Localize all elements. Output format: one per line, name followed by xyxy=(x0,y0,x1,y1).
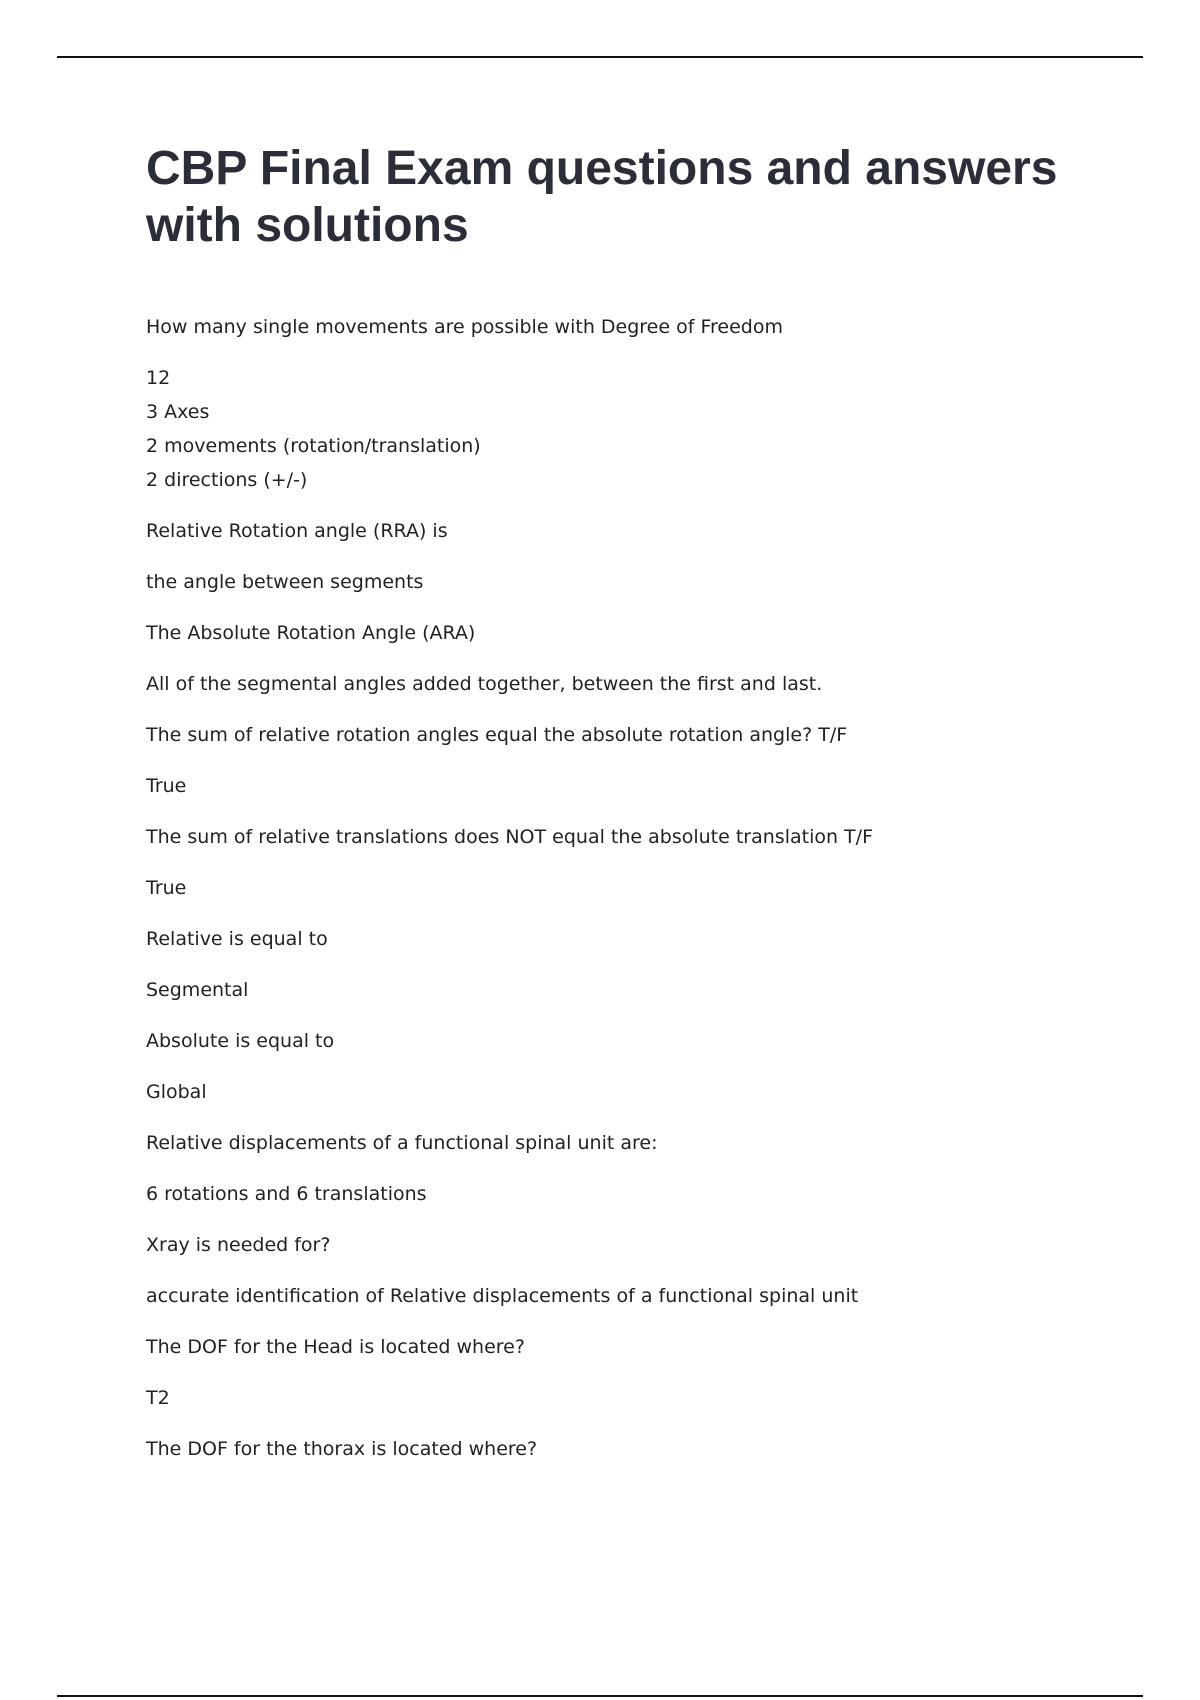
qa-list xyxy=(146,310,1106,1466)
question-text: The DOF for the Head is located where? xyxy=(146,1336,525,1358)
answer-text xyxy=(146,361,1106,497)
question-text: Relative Rotation angle (RRA) is xyxy=(146,520,448,542)
answer-text: Segmental xyxy=(146,979,249,1001)
answer-line: 2 directions (+/-) xyxy=(146,469,308,491)
question-text: How many single movements are possible with Degree of Freedom xyxy=(146,316,783,338)
question-text: The sum of relative rotation angles equal the absolute rotation angle? T/F xyxy=(146,724,848,746)
answer-text: True xyxy=(146,775,187,797)
answer-line: 12 xyxy=(146,367,171,389)
document-title: CBP Final Exam questions and answers with solutions xyxy=(146,142,1058,252)
answer-text: accurate identification of Relative displacements of a functional spinal unit xyxy=(146,1285,859,1307)
question-text: The DOF for the thorax is located where? xyxy=(146,1438,538,1460)
answer-text: T2 xyxy=(146,1387,170,1409)
question-text: Relative displacements of a functional spinal unit are: xyxy=(146,1132,658,1154)
question-text: Xray is needed for? xyxy=(146,1234,331,1256)
bottom-rule xyxy=(57,1695,1143,1697)
question-text: The sum of relative translations does NOT equal the absolute translation T/F xyxy=(146,826,873,848)
question-text: Absolute is equal to xyxy=(146,1030,335,1052)
question-text: Relative is equal to xyxy=(146,928,328,950)
document-body xyxy=(146,140,1106,1483)
answer-text: Global xyxy=(146,1081,207,1103)
answer-text: All of the segmental angles added together, between the first and last. xyxy=(146,673,823,695)
answer-line: 2 movements (rotation/translation) xyxy=(146,435,481,457)
answer-text: 6 rotations and 6 translations xyxy=(146,1183,427,1205)
answer-line: 3 Axes xyxy=(146,401,210,423)
question-text: The Absolute Rotation Angle (ARA) xyxy=(146,622,476,644)
top-rule xyxy=(57,56,1143,58)
answer-text: the angle between segments xyxy=(146,571,424,593)
answer-text: True xyxy=(146,877,187,899)
